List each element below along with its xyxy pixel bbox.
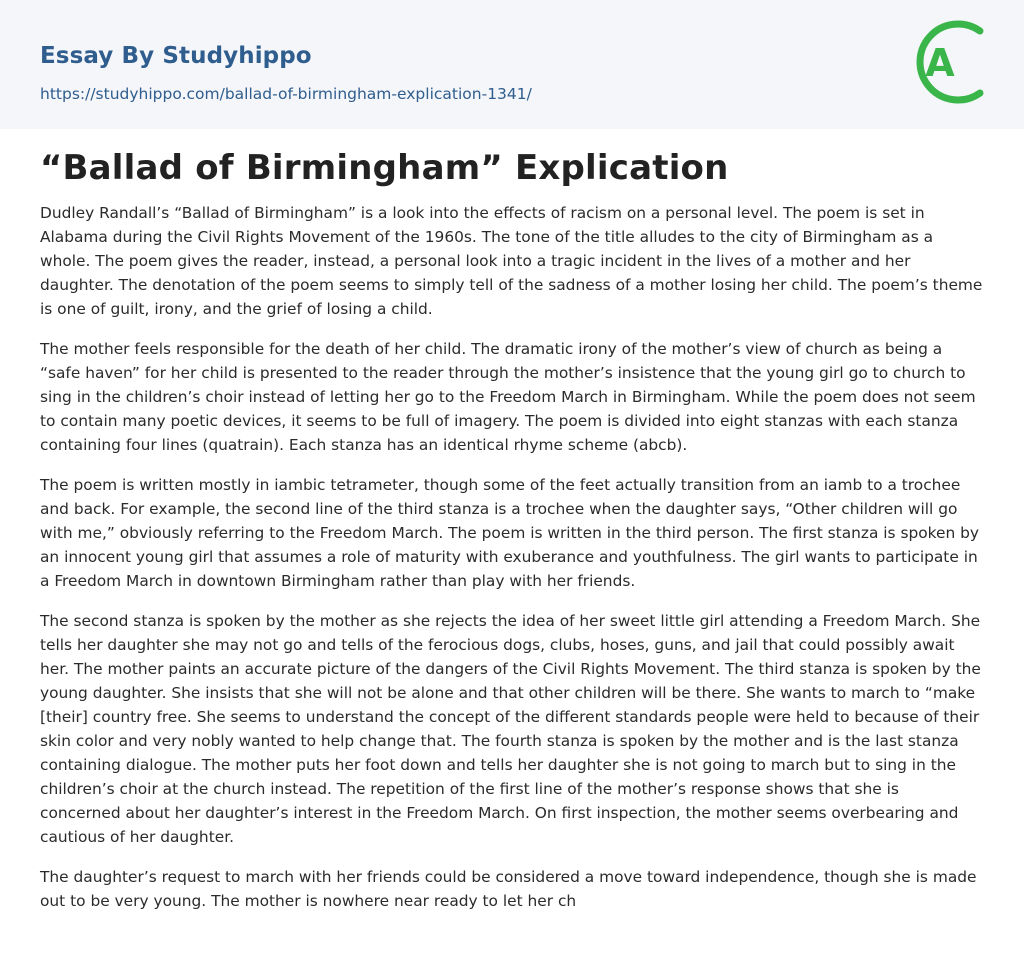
paragraph-3: The poem is written mostly in iambic tetrameter, though some of the feet actually transition from an iamb to a trochee and back. For example, the second line of the third stanza is a trochee when the daughter says, “Other children will go with me,” obviously referring to the Freedom March. The poem is written in the third person. The first stanza is spoken by an innocent young girl that assumes a role of maturity with exuberance and youthfulness. The girl wants to participate in a Freedom March in downtown Birmingham rather than play with her friends. [40,476,980,590]
paragraph-5: The daughter’s request to march with her friends could be considered a move toward independence, though she is made out to be very young. The mother is nowhere near ready to let her ch [40,868,977,910]
article [0,147,1024,913]
paragraph-1: Dudley Randall’s “Ballad of Birmingham” is a look into the effects of racism on a personal level. The poem is set in Alabama during the Civil Rights Movement of the 1960s. The tone of the title alludes to the city of Birmingham as a whole. The poem gives the reader, instead, a personal look into a tragic incident in the lives of a mother and her daughter. The denotation of the poem seems to simply tell of the sadness of a mother losing her child. The poem’s theme is one of guilt, irony, and the grief of losing a child. [40,204,983,318]
paragraph-4: The second stanza is spoken by the mother as she rejects the idea of her sweet little girl attending a Freedom March. She tells her daughter she may not go and tells of the ferocious dogs, clubs, hoses, guns, and jail that could possibly await her. The mother paints an accurate picture of the dangers of the Civil Rights Movement. The third stanza is spoken by the young daughter. She insists that she will not be alone and that other children will be there. She wants to march to “make [their] country free. She seems to understand the concept of the different standards people were held to because of their skin color and very nobly wanted to help change that. The fourth stanza is spoken by the mother and is the last stanza containing dialogue. The mother puts her foot down and tells her daughter she is not going to march but to sing in the children’s choir at the church instead. The repetition of the first line of the mother’s response shows that she is concerned about her daughter’s interest in the Freedom March. On first inspection, the mother seems overbearing and cautious of her daughter. [40,612,981,846]
logo-a-circle-icon [910,18,988,106]
brand-name[interactable]: Essay By Studyhippo [40,43,312,69]
site-header [0,0,1024,129]
article-title: “Ballad of Birmingham” Explication [40,148,729,188]
logo-letter: A [925,41,955,85]
paragraph-2: The mother feels responsible for the death of her child. The dramatic irony of the mother’s view of church as being a “safe haven” for her child is presented to the reader through the mother’s insistence that the young girl go to church to sing in the children’s choir instead of letting her go to the Freedom March in Birmingham. While the poem does not seem to contain many poetic devices, it seems to be full of imagery. The poem is divided into eight stanzas with each stanza containing four lines (quatrain). Each stanza has an identical rhyme scheme (abcb). [40,340,976,454]
logo[interactable] [910,18,988,106]
source-url-link[interactable]: https://studyhippo.com/ballad-of-birmingham-explication-1341/ [40,85,532,103]
